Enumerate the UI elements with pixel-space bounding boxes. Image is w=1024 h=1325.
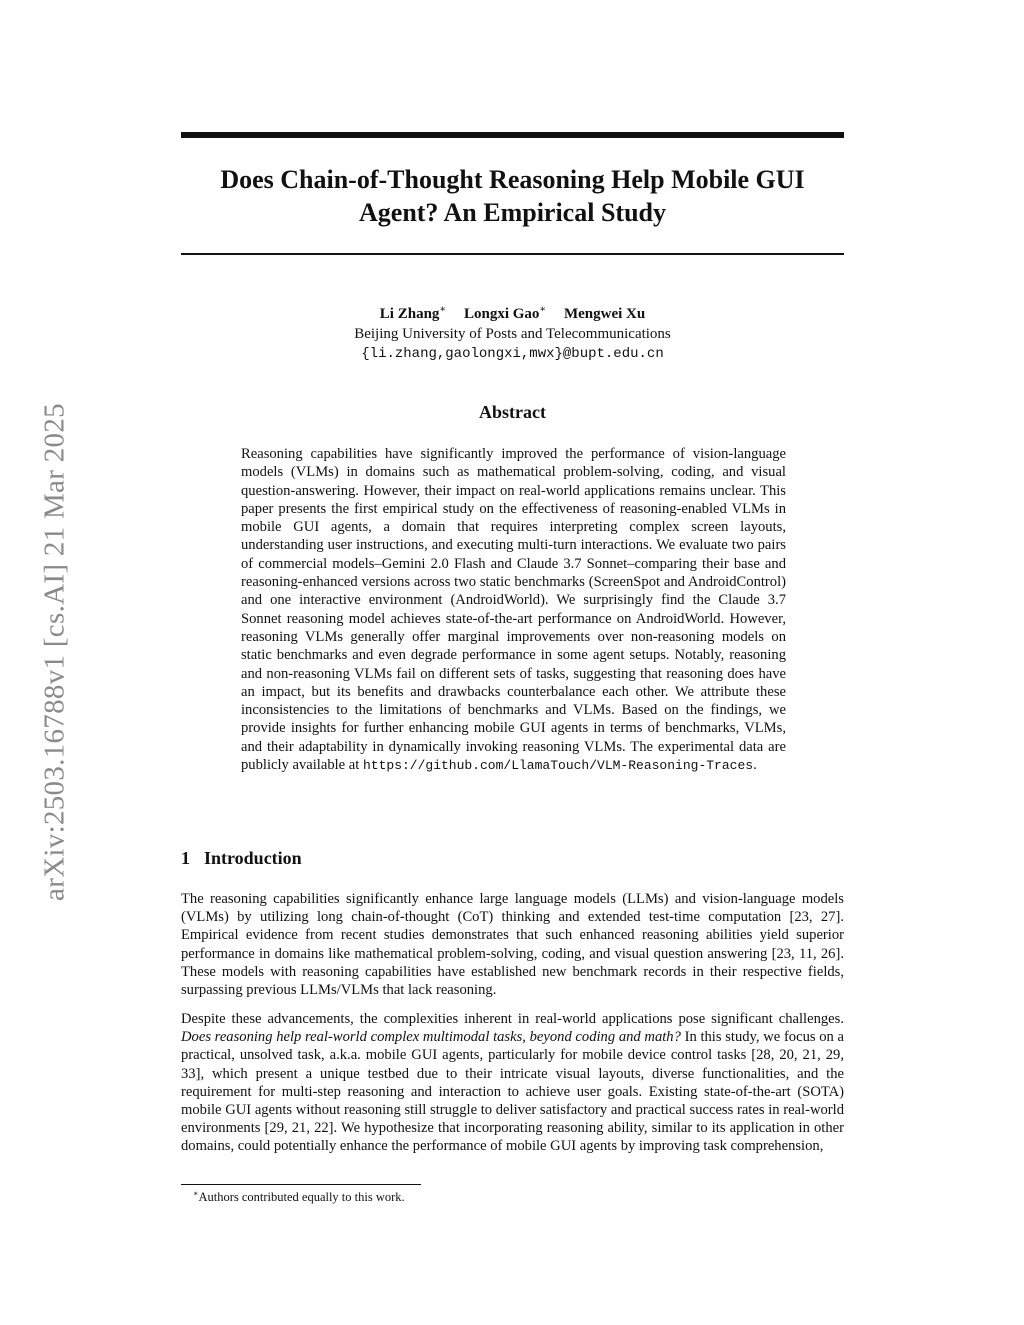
- paper-title: [181, 163, 844, 229]
- title-bottom-rule: [181, 253, 844, 255]
- intro-paragraph-2: Despite these advancements, the complexities inherent in real-world applications pose significant challenges. Does reasoning help real-world complex multimodal tasks, beyond coding and math? In this study, we focus on a practical, unsolved task, a.k.a. mobile GUI agents, particularly for mobile device control tasks [28, 20, 21, 29, 33], which present a unique testbed due to their intricate visual layouts, diverse functionalities, and the requirement for multi-step reasoning and interaction to achieve user goals. Existing state-of-the-art (SOTA) mobile GUI agents without reasoning still struggle to deliver satisfactory and practical success rates in real-world environments [29, 21, 22]. We hypothesize that incorporating reasoning ability, similar to its application in other domains, could potentially enhance the performance of mobile GUI agents by improving task comprehension,: [181, 1011, 845, 1155]
- abstract-heading: Abstract: [479, 402, 546, 422]
- abstract-text: Reasoning capabilities have significantly improved the performance of vision-language models (VLMs) in domains such as mathematical problem-solving, coding, and visual question-answering. However, their impact on real-world applications remains unclear. This paper presents the first empirical study on the effectiveness of reasoning-enabled VLMs in mobile GUI agents, a domain that requires interpreting complex screen layouts, understanding user instructions, and executing multi-turn interactions. We evaluate two pairs of commercial models–Gemini 2.0 Flash and Claude 3.7 Sonnet–comparing their base and reasoning-enhanced versions across two static benchmarks (ScreenSpot and AndroidControl) and one interactive environment (AndroidWorld). We surprisingly find the Claude 3.7 Sonnet reasoning model achieves state-of-the-art performance on AndroidWorld. However, reasoning VLMs generally offer marginal improvements over non-reasoning models on static benchmarks and even degrade performance in some agent setups. Notably, reasoning and non-reasoning VLMs fail on different sets of tasks, suggesting that reasoning does have an impact, but its benefits and drawbacks counterbalance each other. We attribute these inconsistencies to the limitations of benchmarks and VLMs. Based on the findings, we provide insights for further enhancing mobile GUI agents in terms of benchmarks, VLMs, and their adaptability in dynamically invoking reasoning VLMs. The experimental data are publicly available at https://github.com/LlamaTouch/VLM-Reasoning-Traces.: [241, 446, 786, 774]
- intro-paragraph-1: The reasoning capabilities significantly enhance large language models (LLMs) and vision-language models (VLMs) by utilizing long chain-of-thought (CoT) thinking and extended test-time computation [23, 27]. Empirical evidence from recent studies demonstrates that such enhanced reasoning abilities yield superior performance in domains like mathematical problem-solving, coding, and visual question answering [23, 11, 26]. These models with reasoning capabilities have established new benchmark records in their respective fields, surpassing previous LLMs/VLMs that lack reasoning.: [181, 891, 844, 999]
- research-question: Does reasoning help real-world complex multimodal tasks, beyond coding and math?: [181, 1029, 681, 1046]
- footnote-rule: [181, 1184, 421, 1185]
- author-email: {li.zhang,gaolongxi,mwx}@bupt.edu.cn: [361, 346, 664, 362]
- title-top-rule: [181, 132, 844, 138]
- title-line-1: Does Chain-of-Thought Reasoning Help Mobile GUI: [220, 165, 805, 194]
- author-block: [181, 300, 844, 364]
- author-names: [181, 300, 844, 324]
- arxiv-identifier: arXiv:2503.16788v1 [cs.AI] 21 Mar 2025: [38, 403, 71, 901]
- author-name: Mengwei Xu: [563, 306, 646, 322]
- footnote: ∗Authors contributed equally to this work.: [193, 1189, 405, 1205]
- github-link[interactable]: https://github.com/LlamaTouch/VLM-Reasoning-Traces: [362, 758, 754, 774]
- title-line-2: Agent? An Empirical Study: [359, 198, 666, 227]
- author-name: Longxi Gao∗: [463, 304, 547, 322]
- section-heading-introduction: 1 Introduction: [181, 848, 302, 868]
- affiliation: Beijing University of Posts and Telecommunications: [354, 326, 671, 342]
- author-name: Li Zhang∗: [379, 304, 447, 322]
